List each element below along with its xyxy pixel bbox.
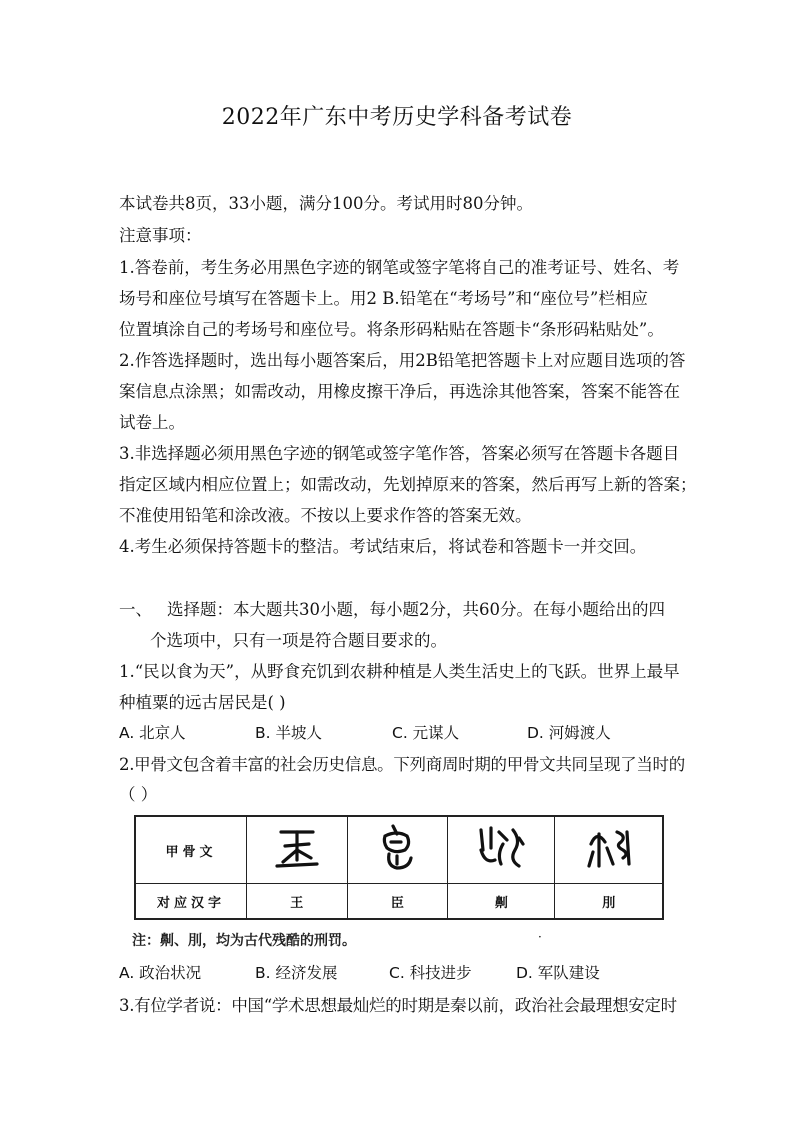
intro-line: 不准使用铅笔和涂改液。不按以上要求作答的答案无效。: [119, 506, 532, 525]
oracle-glyph-chen: [347, 816, 448, 884]
question-1-stem: 种植粟的远古居民是( ): [119, 693, 286, 712]
oracle-glyph-yi-icon: [469, 820, 533, 876]
q1-option-a: A. 北京人: [119, 724, 186, 742]
question-2-stem: 2.甲骨文包含着丰富的社会历史信息。下列商周时期的甲骨文共同呈现了当时的: [119, 755, 685, 774]
modern-char: 劓: [448, 884, 555, 920]
page-title: 2022年广东中考历史学科备考试卷: [221, 105, 573, 130]
question-1-stem: 1.“民以食为天”，从野食充饥到农耕种植是人类生活史上的飞跃。世界上最早: [119, 662, 680, 681]
intro-line: 位置填涂自己的考场号和座位号。将条形码粘贴在答题卡“条形码粘贴处”。: [119, 320, 664, 339]
q2-option-d: D. 军队建设: [516, 964, 600, 982]
modern-char: 刖: [555, 884, 663, 920]
table-header-modern: 对应汉字: [135, 884, 247, 920]
intro-line: 2.作答选择题时，选出每小题答案后，用2B铅笔把答题卡上对应题目选项的答: [119, 351, 686, 370]
q1-option-b: B. 半坡人: [255, 724, 322, 742]
q2-option-a: A. 政治状况: [119, 964, 202, 982]
oracle-glyph-yue: [555, 816, 663, 884]
modern-char: 王: [247, 884, 348, 920]
modern-char: 臣: [347, 884, 448, 920]
q2-option-b: B. 经济发展: [255, 964, 338, 982]
intro-line: 试卷上。: [119, 413, 185, 432]
section-number: 一、: [119, 600, 152, 619]
section-heading-cont: 个选项中，只有一项是符合题目要求的。: [150, 631, 447, 650]
q2-option-c: C. 科技进步: [389, 964, 472, 982]
table-header-oracle: 甲骨文: [135, 816, 247, 884]
question-2-stem: （ ）: [119, 785, 158, 804]
oracle-glyph-wang-icon: [267, 820, 327, 876]
oracle-glyph-yi: [448, 816, 555, 884]
oracle-glyph-yue-icon: [577, 820, 641, 876]
oracle-glyph-chen-icon: [367, 820, 427, 876]
intro-line: 场号和座位号填写在答题卡上。用2 B.铅笔在“考场号”和“座位号”栏相应: [119, 289, 648, 308]
intro-line: 3.非选择题必须用黑色字迹的钢笔或签字笔作答，答案必须写在答题卡各题目: [119, 444, 680, 463]
q1-option-d: D. 河姆渡人: [527, 724, 611, 742]
intro-line: 指定区域内相应位置上；如需改动，先划掉原来的答案，然后再写上新的答案；: [119, 475, 697, 494]
q1-option-c: C. 元谋人: [392, 724, 460, 742]
oracle-glyph-wang: [247, 816, 348, 884]
intro-line: 1.答卷前，考生务必用黑色字迹的钢笔或签字笔将自己的准考证号、姓名、考: [119, 258, 680, 277]
question-3-stem: 3.有位学者说：中国“学术思想最灿烂的时期是秦以前，政治社会最理想安定时: [119, 996, 677, 1015]
table-note: 注：劓、刖，均为古代残酷的刑罚。: [132, 933, 356, 949]
oracle-bone-table: [134, 815, 664, 920]
intro-line: 注意事项：: [119, 226, 202, 245]
intro-line: 案信息点涂黑；如需改动，用橡皮擦干净后，再选涂其他答案，答案不能答在: [119, 382, 680, 401]
intro-line: 4.考生必须保持答题卡的整洁。考试结束后，将试卷和答题卡一并交回。: [119, 537, 647, 556]
section-heading: 选择题：本大题共30小题，每小题2分，共60分。在每小题给出的四: [167, 600, 665, 619]
scan-dot: ·: [538, 930, 542, 944]
intro-line: 本试卷共8页，33小题，满分100分。考试用时80分钟。: [119, 194, 533, 213]
